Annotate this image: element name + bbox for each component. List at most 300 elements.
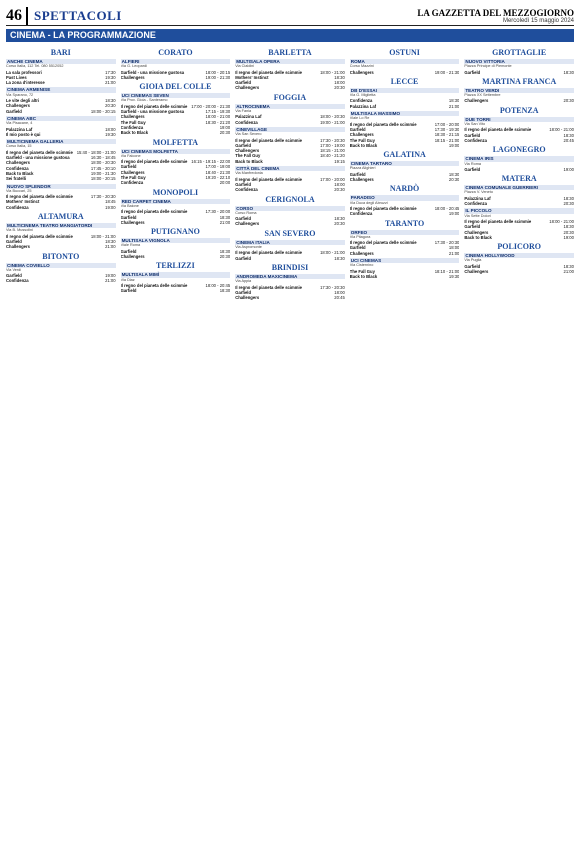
- cinema-address: Via Manfredonia: [235, 171, 263, 176]
- film-title: Challengers: [349, 69, 374, 75]
- city-heading: GIOIA DEL COLLE: [139, 82, 212, 92]
- showtimes: 18:30: [563, 69, 574, 75]
- city-heading: MONOPOLI: [152, 187, 199, 197]
- showtime-row: [6, 205, 116, 210]
- showtimes: 20:30: [219, 254, 231, 260]
- showtime-row: [350, 143, 460, 148]
- film-title: Challengers: [120, 114, 145, 120]
- cinema-address: Via Pitagora: [349, 234, 371, 239]
- film-title: Il regno del pianeta delle scimmie: [235, 137, 302, 143]
- cinema-name: ANCHE CINEMA: [6, 59, 116, 64]
- film-title: Garfield: [464, 224, 481, 230]
- programming-banner: CINEMA - LA PROGRAMMAZIONE: [6, 29, 574, 42]
- showtimes: 18:15 - 21:00: [320, 148, 345, 154]
- city-heading: MOLFETTA: [152, 137, 198, 147]
- film-title: Garfield: [464, 69, 481, 75]
- showtimes: 21:00: [563, 269, 574, 275]
- film-title: Garfield: [235, 216, 252, 222]
- film-title: Confidenza: [120, 180, 144, 186]
- film-title: Il regno del pianeta delle scimmie: [120, 159, 188, 165]
- showtimes: 16:30 - 18:45: [90, 155, 116, 161]
- showtimes: 18:00 - 21:00: [320, 250, 345, 256]
- cinema-address: Via San Vito: [464, 122, 486, 127]
- film-title: Confidenza: [464, 201, 487, 207]
- city-heading: BARLETTA: [268, 48, 312, 57]
- showtime-row: [235, 295, 345, 300]
- film-title: Garfield: [120, 248, 137, 254]
- listing-column: [235, 46, 345, 835]
- showtimes: 19:15: [334, 158, 345, 164]
- showtimes: 21:00: [448, 103, 460, 109]
- showtimes: 17:30 - 19:30: [434, 126, 460, 132]
- film-title: Garfield: [6, 108, 22, 114]
- cinema-address: Via Appia: [235, 279, 252, 284]
- listing-column: [6, 46, 116, 835]
- cinema-name: PARADISO: [350, 195, 460, 200]
- showtimes: 18:30: [105, 98, 116, 104]
- film-title: Confidenza: [349, 98, 373, 104]
- showtimes: 20:45: [334, 295, 345, 301]
- city-heading: TERLIZZI: [156, 261, 195, 271]
- showtimes: 18:30: [334, 216, 345, 222]
- showtimes: 18:30: [219, 288, 231, 294]
- showtimes: 20:30: [219, 130, 231, 136]
- film-title: Challengers: [349, 132, 374, 138]
- showtimes: 19:00: [563, 166, 574, 172]
- showtimes: 19:30: [105, 131, 116, 137]
- film-title: Garfield: [6, 273, 22, 279]
- showtimes: 19:00: [448, 142, 460, 148]
- showtimes: 20:30: [334, 85, 345, 91]
- showtime-row: [121, 130, 231, 135]
- cinema-address: Via Sette Dolori: [464, 213, 491, 218]
- showtime-row: [350, 211, 460, 216]
- showtime-row: [6, 244, 116, 249]
- film-title: Challengers: [6, 244, 30, 250]
- film-title: Challengers: [464, 229, 489, 235]
- showtime-row: [121, 75, 231, 80]
- film-title: Il regno del pianeta delle scimmie: [349, 205, 417, 211]
- cinema-address: Via Sparano, 72: [6, 92, 34, 97]
- showtimes: 18:30: [105, 238, 116, 244]
- showtimes: 18:30: [219, 248, 231, 254]
- showtime-row: [6, 278, 116, 283]
- listing-column: [350, 46, 460, 835]
- film-title: Challengers: [235, 221, 260, 227]
- film-title: Garfield: [464, 132, 481, 138]
- showtimes: 17:30 - 20:30: [320, 284, 345, 290]
- newspaper-name: LA GAZZETTA DEL MEZZOGIORNO: [417, 7, 574, 18]
- cinema-address: Corso Italia, 112 Tel. 080 5512052: [6, 64, 64, 69]
- film-title: Il regno del pianeta delle scimmie: [235, 176, 302, 182]
- city-heading: LECCE: [390, 76, 419, 86]
- cinema-address: Via Pisacane, 4: [6, 121, 33, 126]
- showtime-row: [464, 269, 574, 274]
- showtime-row: [350, 177, 460, 182]
- film-title: Challengers: [464, 98, 489, 104]
- cinema-address: Via Diaz: [120, 277, 135, 282]
- cinema-name: UCI CINEMAS: [350, 258, 460, 263]
- masthead: [417, 8, 574, 24]
- film-title: Garfield - una missione gustosa: [120, 109, 185, 115]
- city-heading: OSTUNI: [389, 48, 420, 57]
- showtime-row: [235, 285, 345, 290]
- showtimes: 21:00: [105, 278, 116, 284]
- cinema-name: UCI CINEMAS MOLFETTA: [121, 149, 231, 154]
- cinema-address: Via Buccari, 25: [6, 188, 32, 193]
- film-title: Palazzina Laf: [464, 195, 491, 201]
- showtimes: 19:00: [563, 234, 574, 240]
- showtimes: 18:40 - 21:20: [320, 153, 345, 159]
- showtimes: 20:30: [563, 229, 574, 235]
- showtimes: 20:30: [448, 177, 460, 183]
- showtimes: 19:00: [448, 211, 460, 217]
- film-title: The Fall Guy: [120, 119, 146, 125]
- film-title: Challengers: [120, 219, 145, 225]
- listing-column: [121, 46, 231, 835]
- showtimes: 19:00: [219, 124, 231, 130]
- film-title: Challengers: [349, 177, 374, 183]
- showtime-row: [350, 104, 460, 109]
- film-title: Challengers: [6, 160, 30, 166]
- city-heading: MATERA: [501, 174, 537, 184]
- showtime-row: [350, 70, 460, 75]
- showtimes: 19:00: [105, 204, 116, 210]
- showtimes: 18:00 - 20:15: [205, 69, 231, 75]
- film-title: Il regno del pianeta delle scimmie: [464, 218, 532, 224]
- cinema-address: Via Duca degli Abruzzi: [349, 200, 388, 205]
- showtimes: 19:20 - 22:10: [205, 175, 231, 181]
- film-title: Back to Black: [235, 158, 263, 164]
- cinema-address: Via Cialdini: [235, 64, 255, 69]
- cinema-address: Viale Roma: [120, 243, 141, 248]
- listing-column: [464, 46, 574, 835]
- cinema-name: MULTISALA VIGNOLA: [121, 238, 231, 243]
- cinema-name: CINEMA ITALIA: [235, 240, 345, 245]
- film-title: Back to Black: [120, 130, 149, 136]
- cinema-address: Via Cisternino: [349, 263, 374, 268]
- cinema-address: Via Falcone: [120, 153, 141, 158]
- showtimes: 17:30 - 20:30: [320, 137, 345, 143]
- city-heading: BARI: [50, 48, 71, 57]
- film-title: Garfield - una missione gustosa: [6, 155, 70, 161]
- showtimes: 19:00 - 21:30: [90, 170, 116, 176]
- film-title: Past Lives: [6, 74, 27, 80]
- showtime-row: [121, 288, 231, 293]
- showtimes: 18:00 - 20:30: [320, 114, 345, 120]
- showtimes: 18:30: [563, 195, 574, 201]
- showtime-row: [6, 80, 116, 85]
- cinema-address: Via Prov. Gioia - Santeramo: [120, 98, 168, 103]
- film-title: Palazzina Laf: [349, 103, 377, 109]
- showtime-row: [121, 180, 231, 185]
- showtime-row: [235, 250, 345, 255]
- showtimes: 18:00 - 20:15: [90, 108, 116, 114]
- cinema-address: Via Fania: [235, 109, 252, 114]
- cinema-name: DB D'ESSAI: [350, 88, 460, 93]
- showtimes: 17:00 - 19:00: [320, 142, 345, 148]
- showtime-row: [464, 167, 574, 172]
- showtimes: 17:00 - 20:00: [320, 176, 345, 182]
- showtimes: 18:30: [563, 224, 574, 230]
- showtimes: 21:00: [105, 80, 116, 86]
- showtimes: 18:30: [563, 132, 574, 138]
- film-title: Il regno del pianeta delle scimmie: [6, 149, 73, 155]
- showtimes: 17:30 - 20:30: [434, 240, 460, 246]
- showtimes: 20:00: [219, 180, 231, 186]
- showtimes: 18:30 - 21:15: [434, 132, 460, 138]
- cinema-name: UCI CINEMAS SEVEN: [121, 93, 231, 98]
- film-title: Garfield: [6, 238, 22, 244]
- showtimes: 17:00 - 19:00: [205, 164, 231, 170]
- film-title: Confidenza: [6, 204, 29, 210]
- film-title: La sala professori: [6, 69, 42, 75]
- showtimes: 20:30: [334, 187, 345, 193]
- city-heading: ALTAMURA: [37, 212, 84, 222]
- showtimes: 18:00: [448, 245, 460, 251]
- showtimes: 18:00 - 21:00: [320, 69, 345, 75]
- cinema-name: CITTÀ DEL CINEMA: [235, 166, 345, 171]
- cinema-name: CINEMA COMUNALE GUERRIERI: [464, 185, 574, 190]
- film-title: Garfield: [464, 166, 481, 172]
- cinema-name: MULTICINEMA TEATRO MANGIATORDI: [6, 223, 116, 228]
- showtime-row: [464, 127, 574, 132]
- showtimes: 18:00 - 21:00: [90, 233, 116, 239]
- showtimes: 18:30: [219, 214, 231, 220]
- film-title: Garfield: [235, 142, 252, 148]
- cinema-address: Piazza Alighieri: [349, 166, 376, 171]
- showtimes: 18:10 - 21:00: [434, 268, 460, 274]
- cinema-name: CINEMA COVIELLO: [6, 263, 116, 268]
- film-title: Challengers: [235, 295, 260, 301]
- showtimes: 18:30: [334, 74, 345, 80]
- film-title: Il regno del pianeta delle scimmie: [120, 209, 188, 215]
- showtimes: 18:00: [334, 80, 345, 86]
- cinema-name: CINEMA IRIS: [464, 156, 574, 161]
- showtimes: 19:00: [105, 273, 116, 279]
- city-heading: BRINDISI: [271, 262, 309, 272]
- city-heading: MARTINA FRANCA: [482, 76, 557, 86]
- cinema-name: MULTISALA OPERA: [235, 59, 345, 64]
- showtimes: 19:00 - 21:30: [205, 74, 231, 80]
- cinema-address: Corso Italia, 15: [6, 144, 32, 149]
- film-title: Mothers' Instinct: [6, 199, 40, 205]
- film-title: Garfield: [235, 80, 252, 86]
- showtimes: 18:00 - 20:45: [434, 205, 460, 211]
- showtimes: 21:00: [448, 250, 460, 256]
- film-title: Il regno del pianeta delle scimmie: [235, 69, 302, 75]
- showtimes: 20:45: [563, 137, 574, 143]
- film-title: Il regno del pianeta delle scimmie: [120, 103, 188, 109]
- film-title: Back to Black: [6, 170, 34, 176]
- city-heading: FOGGIA: [273, 92, 307, 102]
- film-title: Back to Black: [349, 142, 378, 148]
- cinema-name: ANDROMEDA MAXICINEMA: [235, 274, 345, 279]
- showtime-row: [464, 201, 574, 206]
- film-title: Garfield: [464, 263, 481, 269]
- showtime-row: [235, 120, 345, 125]
- listing-columns: [6, 46, 574, 835]
- showtimes: 16:15 - 19:15 - 22:00: [191, 159, 231, 165]
- showtimes: 18:40 - 21:30: [205, 169, 231, 175]
- film-title: Il regno del pianeta delle scimmie: [464, 127, 532, 133]
- showtimes: 18:00 - 20:30: [90, 160, 116, 166]
- film-title: Garfield: [349, 171, 366, 177]
- showtimes: 20:30: [105, 103, 116, 109]
- showtimes: 20:30: [563, 201, 574, 207]
- city-heading: BITONTO: [42, 251, 80, 261]
- showtimes: 18:30: [448, 171, 460, 177]
- city-heading: CORATO: [158, 48, 193, 57]
- film-title: Garfield: [235, 181, 252, 187]
- cinema-address: Viale Lo Re: [349, 116, 370, 121]
- showtimes: 19:00 - 21:30: [434, 69, 460, 75]
- cinema-name: ALTROCINEMA: [235, 104, 345, 109]
- showtime-row: [464, 70, 574, 75]
- showtimes: 18:15 - 21:00: [434, 137, 460, 143]
- showtimes: 17:15 - 19:30: [205, 109, 231, 115]
- showtimes: 21:00: [219, 219, 231, 225]
- film-title: Challengers: [120, 169, 145, 175]
- film-title: Confidenza: [235, 187, 258, 193]
- showtime-row: [235, 159, 345, 164]
- film-title: Le vite degli altri: [6, 98, 40, 104]
- showtimes: 17:45 - 20:10: [90, 165, 116, 171]
- cinema-address: Via Roma: [464, 161, 481, 166]
- showtime-row: [6, 109, 116, 114]
- film-title: Garfield: [120, 164, 137, 170]
- film-title: Challengers: [349, 250, 374, 256]
- cinema-name: CORSO: [235, 206, 345, 211]
- cinema-address: Via Baione: [120, 203, 139, 208]
- showtime-row: [121, 220, 231, 225]
- showtime-row: [6, 176, 116, 181]
- cinema-name: NUOVO SPLENDOR: [6, 184, 116, 189]
- showtime-row: [350, 251, 460, 256]
- film-title: Sei fratelli: [6, 176, 27, 182]
- showtimes: 18:00: [334, 289, 345, 295]
- film-title: Confidenza: [120, 124, 144, 130]
- showtimes: 18:30: [334, 255, 345, 261]
- film-title: Garfield: [235, 289, 252, 295]
- film-title: Garfield: [349, 245, 366, 251]
- film-title: Confidenza: [6, 165, 29, 171]
- film-title: Garfield: [349, 126, 366, 132]
- cinema-name: ALFIERI: [121, 59, 231, 64]
- showtimes: 18:00 - 21:00: [549, 218, 574, 224]
- cinema-address: Piazza Principe di Piemonte: [464, 64, 512, 69]
- cinema-name: CINEMA ABC: [6, 116, 116, 121]
- showtimes: 18:30 - 21:20: [205, 119, 231, 125]
- film-title: Garfield: [120, 288, 137, 294]
- film-title: Garfield - una missione gustosa: [120, 69, 185, 75]
- film-title: Mothers' Instinct: [235, 74, 269, 80]
- film-title: Il regno del pianeta delle scimmie: [6, 233, 73, 239]
- film-title: Confidenza: [6, 278, 29, 284]
- showtime-row: [235, 187, 345, 192]
- film-title: Il mio posto è qui: [6, 131, 41, 137]
- showtimes: 18:30: [563, 263, 574, 269]
- showtime-row: [235, 177, 345, 182]
- showtime-row: [464, 98, 574, 103]
- film-title: La zona d'interesse: [6, 80, 45, 86]
- film-title: Confidenza: [349, 211, 373, 217]
- showtime-row: [235, 221, 345, 226]
- cinema-name: CINEMA HOLLYWOOD: [464, 253, 574, 258]
- film-title: Il regno del pianeta delle scimmie: [6, 194, 73, 200]
- cinema-name: MULTICINEMA GALLERIA: [6, 139, 116, 144]
- cinema-address: Via G. Miglietta: [349, 93, 376, 98]
- film-title: Il regno del pianeta delle scimmie: [349, 121, 417, 127]
- film-title: Il regno del pianeta delle scimmie: [349, 240, 417, 246]
- showtimes: 19:00 - 21:00: [320, 119, 345, 125]
- cinema-name: NUOVO VITTORIA: [464, 59, 574, 64]
- film-title: Challengers: [120, 254, 145, 260]
- cinema-address: Piazza V. Veneto: [464, 190, 493, 195]
- city-heading: TARANTO: [384, 218, 425, 228]
- showtimes: 18:00 - 20:45: [205, 282, 231, 288]
- cinema-address: Via San Severo: [235, 132, 262, 137]
- film-title: Palazzina Laf: [235, 114, 262, 120]
- showtimes: 18:00 - 21:00: [205, 114, 231, 120]
- cinema-name: CINEMA TARTARO: [350, 161, 460, 166]
- film-title: Challengers: [120, 74, 145, 80]
- cinema-name: ROMA: [350, 59, 460, 64]
- cinema-name: ORFEO: [350, 230, 460, 235]
- showtimes: 20:30: [334, 221, 345, 227]
- cinema-address: Piazza XX Settembre: [464, 93, 501, 98]
- showtime-row: [350, 240, 460, 245]
- film-title: Back to Black: [464, 234, 492, 240]
- film-title: The Fall Guy: [235, 153, 261, 159]
- showtimes: 18:00: [105, 126, 116, 132]
- showtimes: 20:30: [563, 98, 574, 104]
- film-title: Confidenza: [464, 137, 487, 143]
- page-number: 46: [6, 7, 28, 25]
- showtime-row: [350, 274, 460, 279]
- city-heading: NARDÒ: [389, 184, 420, 194]
- section-title: SPETTACOLI: [34, 7, 122, 23]
- cinema-address: Via G. Leopardi: [120, 64, 147, 69]
- city-heading: POTENZA: [499, 105, 539, 115]
- film-title: Back to Black: [349, 273, 378, 279]
- cinema-name: CINEVILLAGE: [235, 127, 345, 132]
- cinema-address: Via Verdi: [6, 267, 22, 272]
- film-title: The Fall Guy: [349, 268, 375, 274]
- film-title: The Fall Guy: [349, 137, 375, 143]
- showtimes: 17:30 - 20:30: [90, 194, 116, 200]
- cinema-address: Via Puglia: [464, 258, 482, 263]
- city-heading: LAGONEGRO: [492, 145, 546, 155]
- issue-date: Mercoledì 15 maggio 2024: [502, 17, 574, 24]
- showtime-row: [121, 209, 231, 214]
- showtimes: 19:30: [448, 273, 460, 279]
- film-title: Il regno del pianeta delle scimmie: [120, 282, 188, 288]
- showtimes: 21:00: [105, 244, 116, 250]
- cinema-name: IL PICCOLO: [464, 208, 574, 213]
- showtime-row: [6, 234, 116, 239]
- showtime-row: [121, 254, 231, 259]
- showtimes: 18:00: [334, 181, 345, 187]
- showtimes: 17:00 - 20:00: [434, 121, 460, 127]
- cinema-name: MULTISALA MASSIMO: [350, 111, 460, 116]
- city-heading: SAN SEVERO: [264, 228, 316, 238]
- film-title: Challengers: [235, 85, 260, 91]
- showtimes: 18:00 - 20:15: [90, 176, 116, 182]
- cinema-address: Corso Roma: [235, 210, 257, 215]
- cinema-name: TEATRO VERDI: [464, 88, 574, 93]
- city-heading: CERIGNOLA: [265, 194, 315, 204]
